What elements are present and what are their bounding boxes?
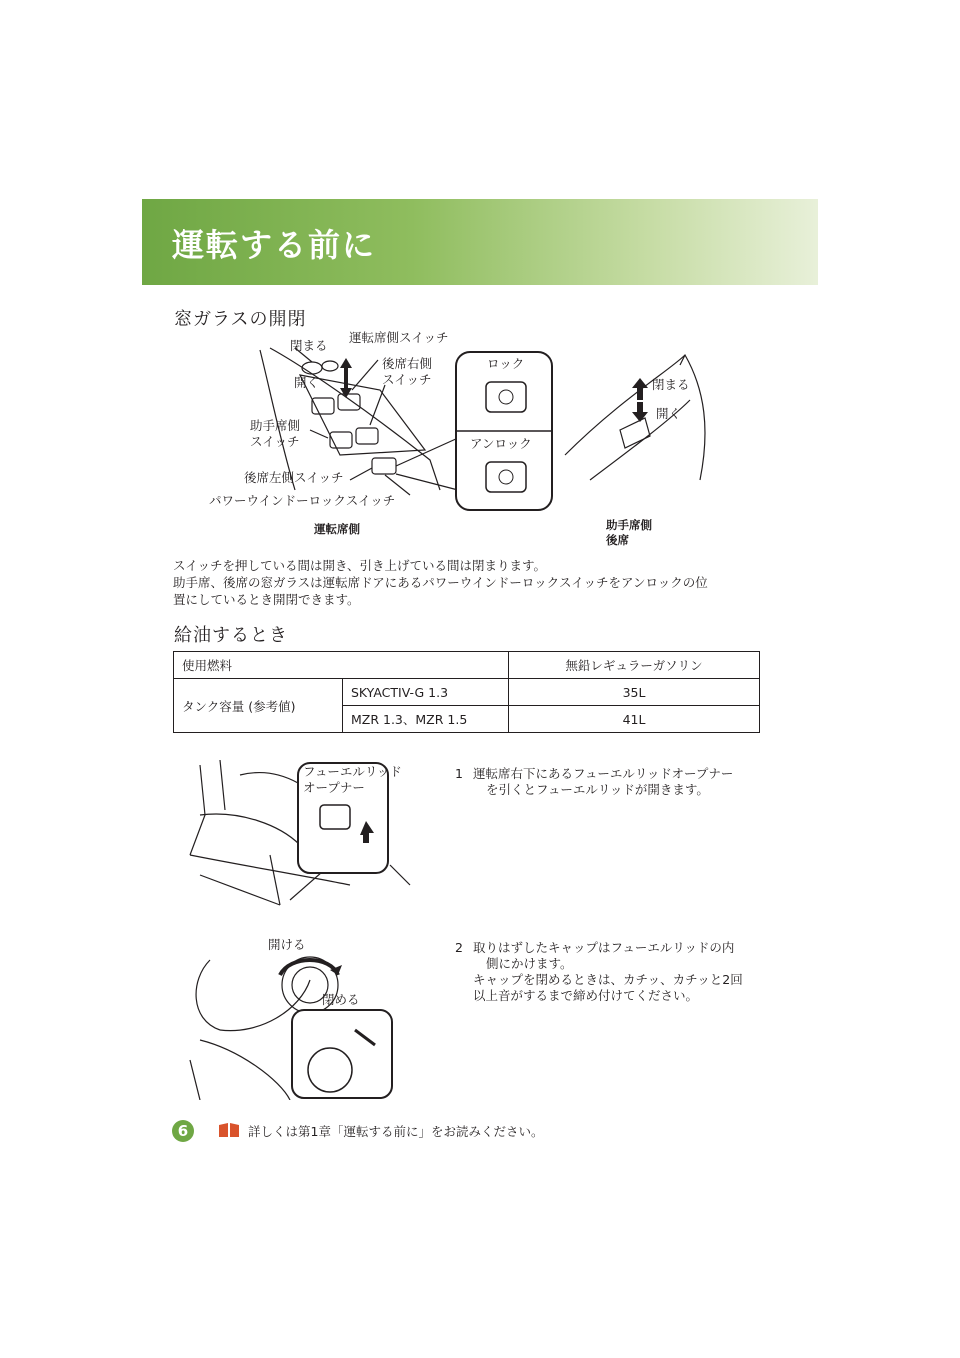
step-2-line: 側にかけます。 <box>486 956 573 971</box>
fuel-table <box>173 651 760 733</box>
label-rear-right-1: 後席右側 <box>382 356 433 371</box>
label-open: 開く <box>294 375 320 390</box>
paragraph-line: 助手席、後席の窓ガラスは運転席ドアにあるパワーウインドーロックスイッチをアンロックの位 <box>173 575 708 590</box>
label-open-right: 開く <box>656 406 682 421</box>
label-close-right: 閉まる <box>652 377 690 392</box>
step-2-line: 取りはずしたキャップはフューエルリッドの内 <box>473 940 735 955</box>
step-2-number: 2 <box>455 940 463 955</box>
label-lock-switch: パワーウインドーロックスイッチ <box>209 493 396 508</box>
label-passenger-1: 助手席側 <box>250 418 301 433</box>
fig1-label-1: フューエルリッド <box>303 764 402 779</box>
step-2-line: 以上音がするまで締め付けてください。 <box>473 988 699 1003</box>
page-number-badge: 6 <box>172 1120 194 1142</box>
table-row <box>174 679 760 706</box>
window-paragraph <box>173 557 763 608</box>
page-title: 運転する前に <box>172 226 377 264</box>
label-unlock: アンロック <box>470 436 532 451</box>
book-icon <box>218 1122 240 1138</box>
fuel-cap-illustration <box>180 940 400 1100</box>
caption-passenger-2: 後席 <box>606 533 629 547</box>
table-row <box>174 652 760 679</box>
fuel-section-heading: 給油するとき <box>174 625 288 646</box>
label-rear-left: 後席左側スイッチ <box>244 470 344 485</box>
step-2-line: キャップを閉めるときは、カチッ、カチッと2回 <box>473 972 743 987</box>
fig2-close-label: 閉める <box>322 992 360 1007</box>
label-lock: ロック <box>487 356 525 371</box>
fig1-label-2: オープナー <box>303 780 365 795</box>
capacity-cell: 41L <box>509 706 760 733</box>
label-close: 閉まる <box>290 338 328 353</box>
label-driver-switch: 運転席側スイッチ <box>349 330 449 345</box>
step-1-number: 1 <box>455 766 463 781</box>
step-1-line: 運転席右下にあるフューエルリッドオープナー <box>473 766 734 781</box>
engine-cell: MZR 1.3、MZR 1.5 <box>343 706 509 733</box>
label-rear-right-2: スイッチ <box>382 372 432 387</box>
caption-passenger-1: 助手席側 <box>606 518 652 532</box>
fig2-open-label: 開ける <box>268 937 306 952</box>
fuel-type-label: 使用燃料 <box>174 652 509 679</box>
window-section-heading: 窓ガラスの開閉 <box>174 309 307 330</box>
caption-driver: 運転席側 <box>314 522 360 536</box>
capacity-cell: 35L <box>509 679 760 706</box>
footer-note: 詳しくは第1章「運転する前に」をお読みください。 <box>248 1124 544 1139</box>
step-1-line: を引くとフューエルリッドが開きます。 <box>486 782 709 797</box>
tank-label: タンク容量 (参考値) <box>174 679 343 733</box>
fuel-type-value: 無鉛レギュラーガソリン <box>509 652 760 679</box>
paragraph-line: スイッチを押している間は開き、引き上げている間は閉まります。 <box>173 558 547 573</box>
paragraph-line: 置にしているとき開閉できます。 <box>173 592 360 607</box>
label-passenger-2: スイッチ <box>250 434 300 449</box>
engine-cell: SKYACTIV-G 1.3 <box>343 679 509 706</box>
